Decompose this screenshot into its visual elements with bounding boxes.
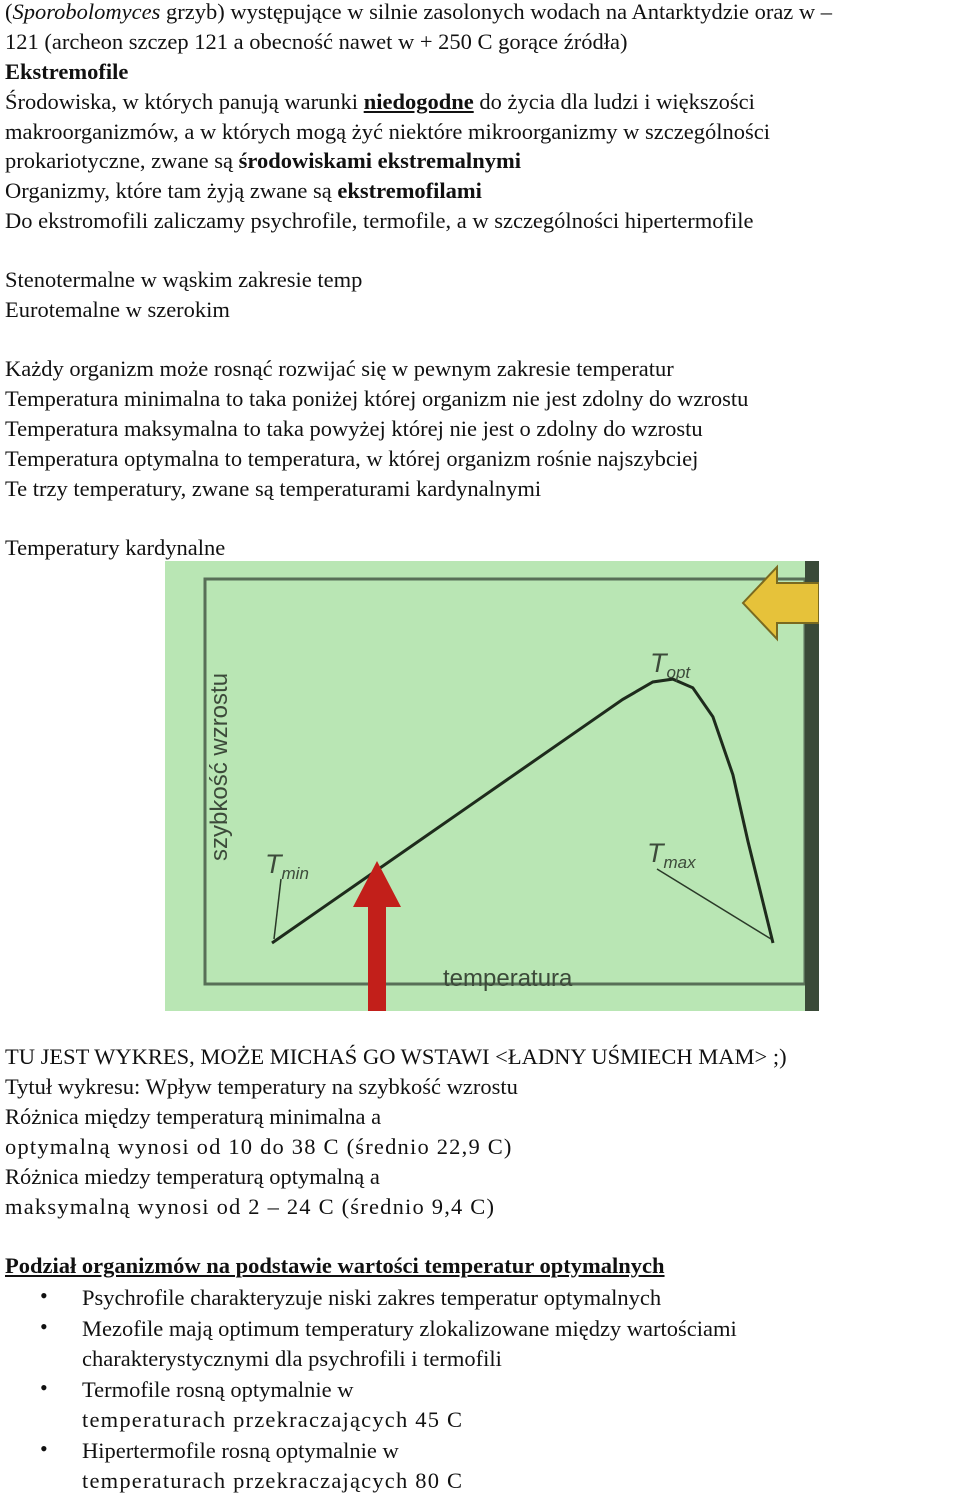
ekstremofile-line-5: Do ekstromofili zaliczamy psychrofile, termofile, a w szczególności hipertermofile	[5, 208, 754, 233]
ekstremofile-heading: Ekstremofile	[5, 59, 129, 84]
tmin-label-sub: min	[281, 864, 309, 883]
bullet-4-text-line-2: temperaturach przekraczających 80 C	[82, 1468, 464, 1493]
temps-line-3: Temperatura maksymalna to taka powyżej której nie jest o zdolny do wzrostu	[5, 416, 703, 441]
ekstremofile-line-3	[5, 146, 521, 176]
chart-background	[165, 561, 819, 1011]
bullet-4: •	[40, 1436, 48, 1461]
species-name: Sporobolomyces	[12, 0, 161, 24]
x-axis-label: temperatura	[443, 965, 573, 992]
cardinal-temperatures-chart	[165, 561, 819, 1011]
bullet-1-text: Psychrofile charakteryzuje niski zakres temperatur optymalnych	[82, 1285, 662, 1310]
tmin-label-main: T	[265, 849, 282, 879]
ekstremofile-line-1b: do życia dla ludzi i większości	[473, 89, 755, 114]
intro-line-1-rest: grzyb) występujące w silnie zasolonych wodach na Antarktydzie oraz w –	[160, 0, 833, 24]
after-line-2: Tytuł wykresu: Wpływ temperatury na szybkość wzrostu	[5, 1074, 518, 1099]
niedogodne-term: niedogodne	[363, 89, 474, 114]
temps-line-1: Każdy organizm może rosnąć rozwijać się w pewnym zakresie temperatur	[5, 356, 674, 381]
figure-caption: Temperatury kardynalne	[5, 535, 226, 560]
bullet-2: •	[40, 1314, 48, 1339]
tmax-label-main: T	[647, 838, 664, 868]
y-axis-label: szybkość wzrostu	[206, 672, 233, 861]
intro-line-2: 121 (archeon szczep 121 a obecność nawet w + 250 C gorące źródła)	[5, 29, 628, 54]
srodowiska-term: środowiskami ekstremalnymi	[238, 148, 521, 173]
open-paren: (	[5, 0, 13, 24]
right-edge-shadow	[805, 561, 819, 1011]
ekstremofile-line-1	[5, 87, 755, 117]
ekstremofile-line-4	[5, 176, 482, 206]
temps-line-5: Te trzy temperatury, zwane są temperaturami kardynalnymi	[5, 476, 542, 501]
bullet-3: •	[40, 1375, 48, 1400]
ekstremofile-line-4a: Organizmy, które tam żyją zwane są	[5, 178, 338, 203]
topt-label-sub: opt	[666, 663, 691, 682]
range-line-2: Eurotemalne w szerokim	[5, 297, 230, 322]
podzial-heading: Podział organizmów na podstawie wartości temperatur optymalnych	[5, 1253, 665, 1278]
after-line-4: optymalną wynosi od 10 do 38 C (średnio 22,9 C)	[5, 1134, 513, 1159]
after-line-6: maksymalną wynosi od 2 – 24 C (średnio 9,4 C)	[5, 1194, 496, 1219]
bullet-4-text-line-1: Hipertermofile rosną optymalnie w	[82, 1438, 399, 1463]
ekstremofilami-term: ekstremofilami	[337, 178, 482, 203]
ekstremofile-line-1a: Środowiska, w których panują warunki	[5, 89, 364, 114]
topt-label-main: T	[650, 648, 667, 678]
temps-line-4: Temperatura optymalna to temperatura, w której organizm rośnie najszybciej	[5, 446, 699, 471]
after-line-1: TU JEST WYKRES, MOŻE MICHAŚ GO WSTAWI <ŁADNY UŚMIECH MAM> ;)	[5, 1044, 787, 1069]
bullet-3-text-line-2: temperaturach przekraczających 45 C	[82, 1407, 464, 1432]
bullet-3-text-line-1: Termofile rosną optymalnie w	[82, 1377, 354, 1402]
bullet-2-text-line-1: Mezofile mają optimum temperatury zlokalizowane między wartościami	[82, 1316, 737, 1341]
ekstremofile-line-2: makroorganizmów, a w których mogą żyć niektóre mikroorganizmy w szczególności	[5, 119, 770, 144]
intro-line-1	[5, 0, 832, 27]
tmax-label-sub: max	[663, 853, 696, 872]
after-line-3: Różnica między temperaturą minimalna a	[5, 1104, 382, 1129]
after-line-5: Różnica miedzy temperaturą optymalną a	[5, 1164, 380, 1189]
range-line-1: Stenotermalne w wąskim zakresie temp	[5, 267, 363, 292]
bullet-1: •	[40, 1283, 48, 1308]
temps-line-2: Temperatura minimalna to taka poniżej której organizm nie jest zdolny do wzrostu	[5, 386, 749, 411]
bullet-2-text-line-2: charakterystycznymi dla psychrofili i termofili	[82, 1346, 502, 1371]
ekstremofile-line-3a: prokariotyczne, zwane są	[5, 148, 239, 173]
